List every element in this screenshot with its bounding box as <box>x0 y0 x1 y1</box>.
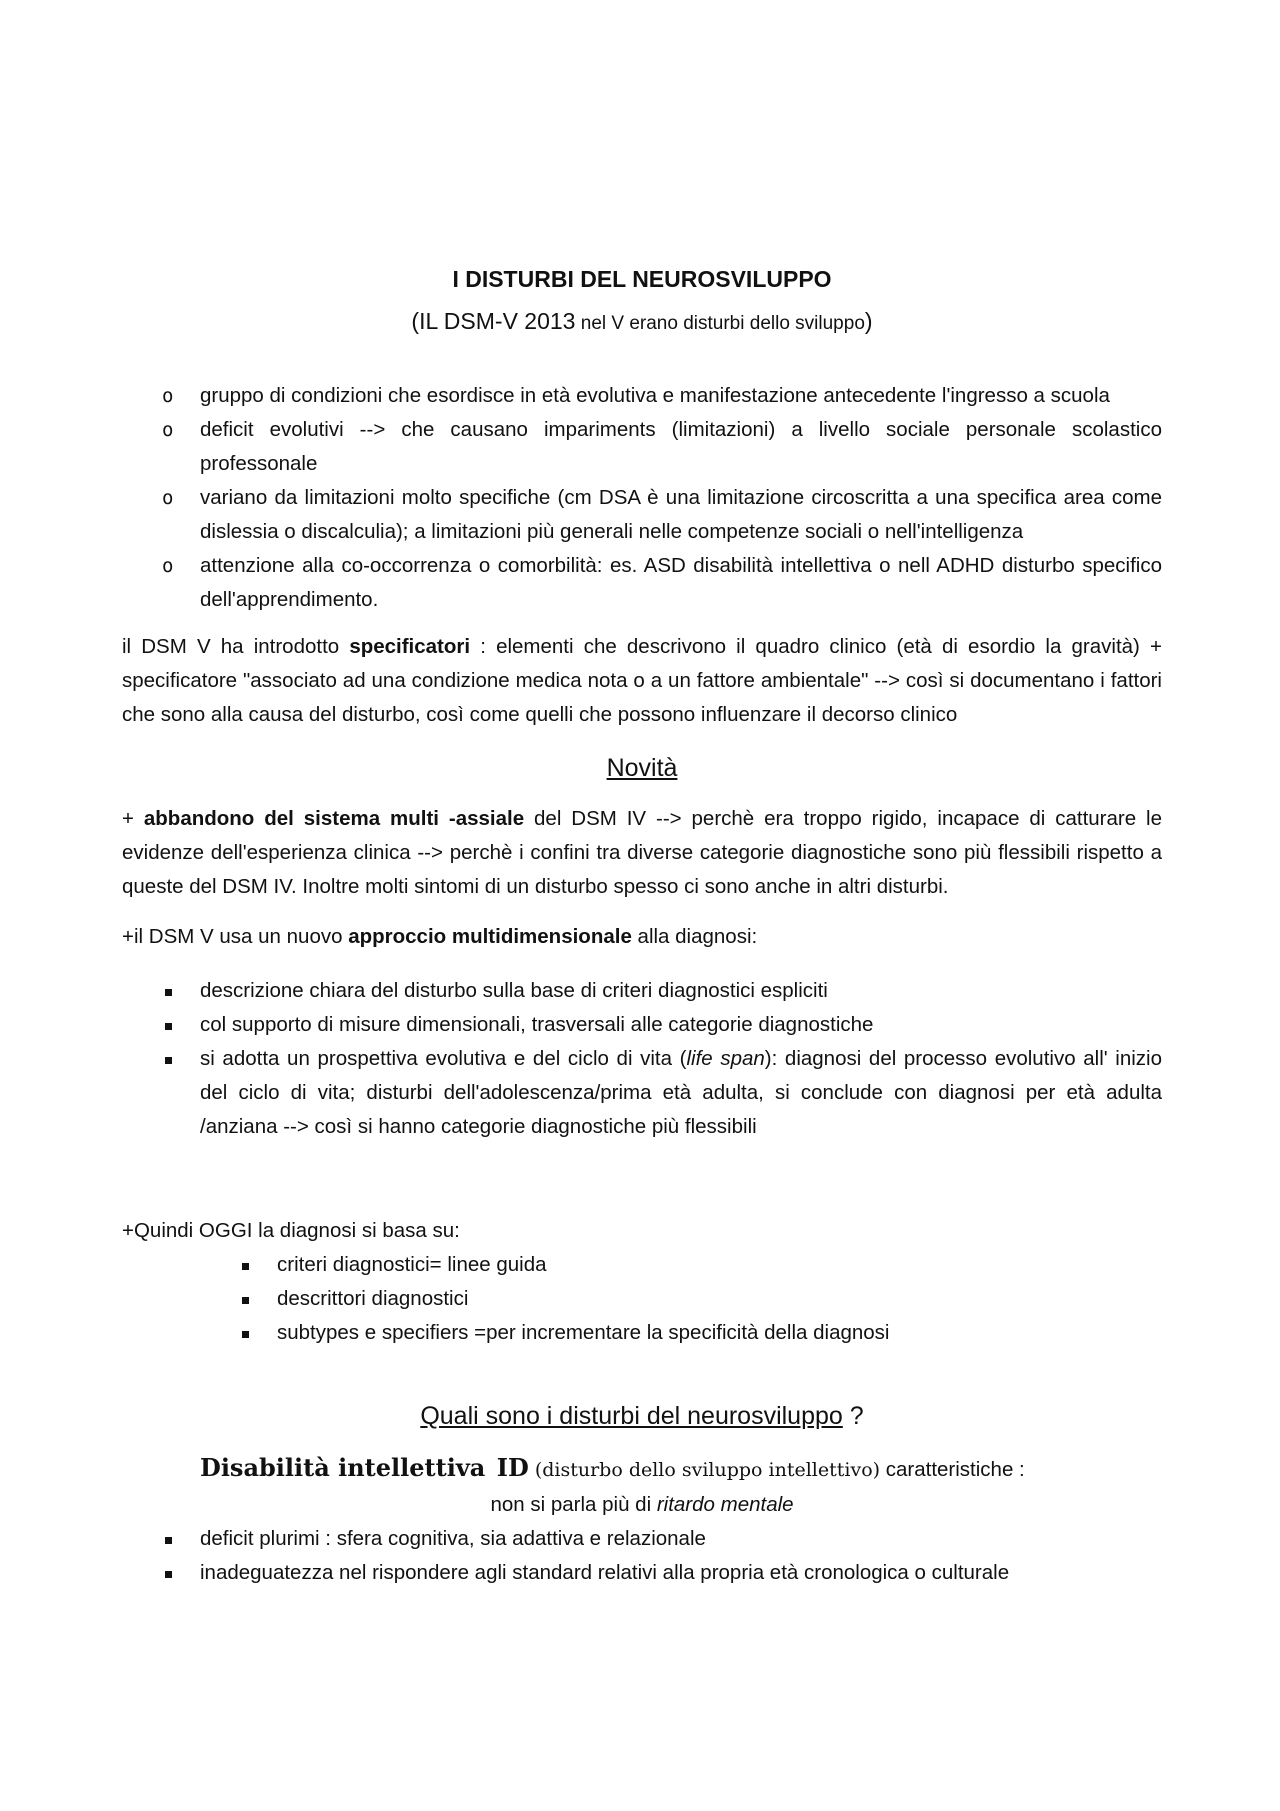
square-bullet-icon <box>165 1023 172 1030</box>
heading-novita: Novità <box>606 754 678 782</box>
list-item: o deficit evolutivi --> che causano impariments (limitazioni) a livello sociale personale scolastico professonale <box>122 413 1162 481</box>
list-item: deficit plurimi : sfera cognitiva, sia adattiva e relazionale <box>122 1522 1162 1556</box>
paragraph-quindi-oggi: +Quindi OGGI la diagnosi si basa su: <box>122 1219 460 1242</box>
circle-bullet-icon: o <box>162 555 174 577</box>
subtitle-small: nel V erano disturbi dello sviluppo <box>575 313 865 334</box>
id-list <box>122 1522 1162 1590</box>
id-subline: non si parla più di ritardo mentale <box>490 1493 794 1516</box>
subtitle-main: IL DSM-V 2013 <box>419 308 576 334</box>
document-title: I DISTURBI DEL NEUROSVILUPPO <box>452 266 832 292</box>
intro-list <box>122 379 1162 617</box>
list-item: descrittori diagnostici <box>122 1282 1162 1316</box>
paragraph-specificatori: il DSM V ha introdotto specificatori : elementi che descrivono il quadro clinico (età di esordio la gravità) + specificatore "associato ad una condizione medica nota o a un fattore ambientale" --> così si documentano i fattori che sono alla causa del disturbo, così come quelli che possono influenzare il decorso clinico <box>122 635 1162 726</box>
list-item: inadeguatezza nel rispondere agli standard relativi alla propria età cronologica o culturale <box>122 1556 1162 1590</box>
list-item: subtypes e specifiers =per incrementare la specificità della diagnosi <box>122 1316 1162 1350</box>
basis-list <box>122 1248 1162 1350</box>
id-heading: Disabilità intellettiva ID (disturbo dello sviluppo intellettivo) caratteristiche : <box>200 1453 1025 1482</box>
list-item: o gruppo di condizioni che esordisce in età evolutiva e manifestazione antecedente l'ingresso a scuola <box>122 379 1162 413</box>
list-item: descrizione chiara del disturbo sulla base di criteri diagnostici espliciti <box>122 974 1162 1008</box>
heading-quali-sono: Quali sono i disturbi del neurosviluppo ? <box>420 1402 864 1430</box>
circle-bullet-icon: o <box>162 419 174 441</box>
square-bullet-icon <box>165 1537 172 1544</box>
list-item: criteri diagnostici= linee guida <box>122 1248 1162 1282</box>
square-bullet-icon <box>242 1331 249 1338</box>
square-bullet-icon <box>165 989 172 996</box>
circle-bullet-icon: o <box>162 385 174 407</box>
square-bullet-icon <box>165 1571 172 1578</box>
paragraph-multiassiale: + abbandono del sistema multi -assiale del DSM IV --> perchè era troppo rigido, incapace di catturare le evidenze dell'esperienza clinica --> perchè i confini tra diverse categorie diagnostiche sono più flessibili rispetto a queste del DSM IV. Inoltre molti sintomi di un disturbo spesso ci sono anche in altri disturbi. <box>122 807 1162 898</box>
document-content <box>122 262 1162 1590</box>
list-item: col supporto di misure dimensionali, trasversali alle categorie diagnostiche <box>122 1008 1162 1042</box>
list-item: o variano da limitazioni molto specifiche (cm DSA è una limitazione circoscritta a una specifica area come dislessia o discalculia); a limitazioni più generali nelle competenze sociali o nell'intelligenza <box>122 481 1162 549</box>
list-item: si adotta un prospettiva evolutiva e del ciclo di vita (life span): diagnosi del processo evolutivo all' inizio del ciclo di vita; disturbi dell'adolescenza/prima età adulta, si conclude con diagnosi per età adulta /anziana --> così si hanno categorie diagnostiche più flessibili <box>122 1042 1162 1144</box>
id-title: Disabilità intellettiva <box>200 1453 486 1482</box>
square-bullet-icon <box>242 1263 249 1270</box>
paragraph-multidimensionale: +il DSM V usa un nuovo approccio multidimensionale alla diagnosi: <box>122 925 758 948</box>
square-bullet-icon <box>242 1297 249 1304</box>
id-parenthetical: (disturbo dello sviluppo intellettivo) <box>528 1459 881 1481</box>
approach-list <box>122 974 1162 1144</box>
square-bullet-icon <box>165 1057 172 1064</box>
id-abbreviation: ID <box>496 1453 529 1482</box>
document-subtitle: (IL DSM-V 2013 nel V erano disturbi dello sviluppo) <box>411 308 873 334</box>
circle-bullet-icon: o <box>162 487 174 509</box>
list-item: o attenzione alla co-occorrenza o comorbilità: es. ASD disabilità intellettiva o nell ADHD disturbo specifico dell'apprendimento. <box>122 549 1162 617</box>
